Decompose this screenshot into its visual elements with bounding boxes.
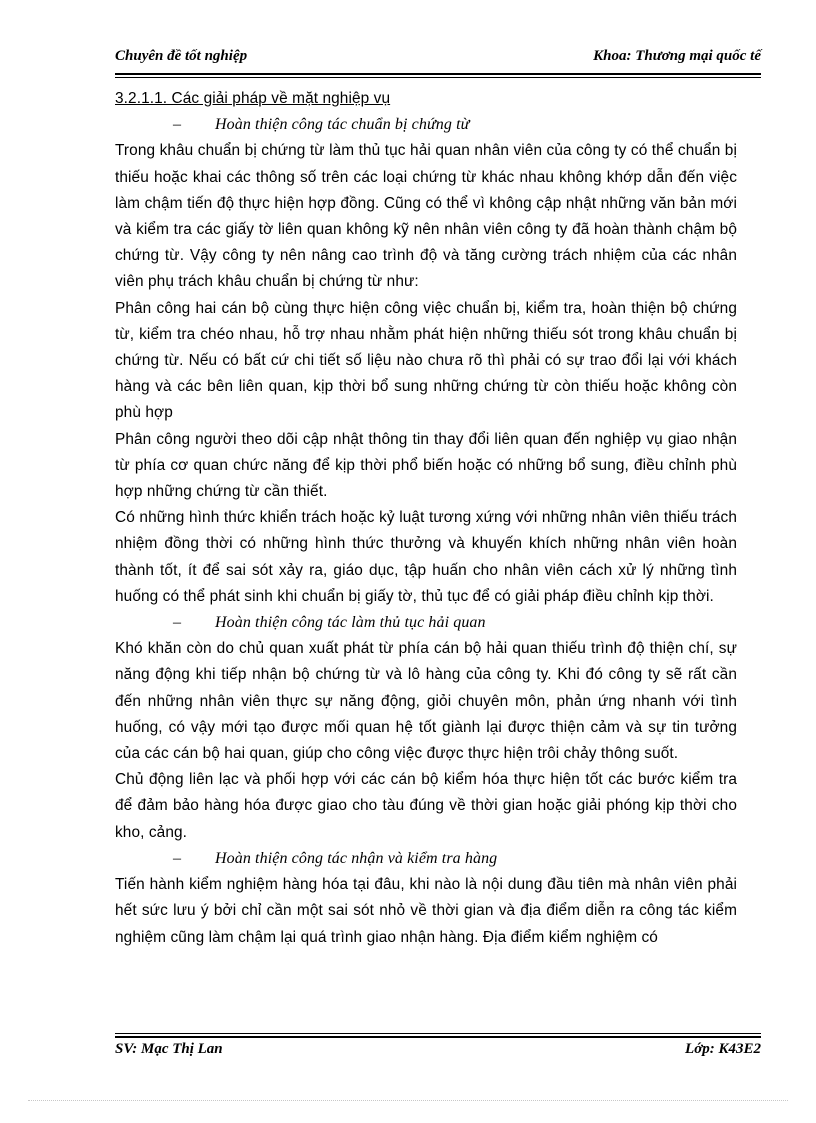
header-left-text: Chuyên đề tốt nghiệp — [115, 48, 248, 64]
bullet-heading-2 — [115, 610, 737, 636]
paragraph: Phân công hai cán bộ cùng thực hiện công việc chuẩn bị, kiểm tra, hoàn thiện bộ chứng từ, kiểm tra chéo nhau, hỗ trợ nhau nhằm phát hiện những thiếu sót trong khâu chuẩn bị chứng từ. Nếu có bất cứ chi tiết số liệu nào chưa rõ thì phải có sự trao đổi lại với khách hàng và các bên liên quan, kịp thời bổ sung những chứng từ còn thiếu hoặc không còn phù hợp — [115, 299, 737, 422]
bullet-text: Hoàn thiện công tác nhận và kiểm tra hàng — [215, 849, 498, 867]
dash-marker: – — [173, 849, 182, 867]
section-heading: 3.2.1.1. Các giải pháp về mặt nghiệp vụ — [115, 90, 391, 107]
header-rule-thick — [115, 73, 761, 75]
footer-rule-thick — [115, 1036, 761, 1038]
document-body — [115, 86, 737, 951]
paragraph: Tiến hành kiểm nghiệm hàng hóa tại đâu, khi nào là nội dung đầu tiên mà nhân viên phải hết sức lưu ý bởi chỉ cần một sai sót nhỏ về thời gian và địa điểm diễn ra công tác kiểm nghiệm cũng làm chậm lại quá trình giao nhận hàng. Địa điểm kiểm nghiệm có — [115, 876, 737, 946]
bullet-text: Hoàn thiện công tác làm thủ tục hải quan — [215, 614, 486, 632]
footer-left-text: SV: Mạc Thị Lan — [115, 1041, 223, 1057]
header-rule-thin — [115, 77, 761, 78]
bullet-text: Hoàn thiện công tác chuẩn bị chứng từ — [215, 116, 470, 134]
page-header — [115, 48, 761, 72]
bullet-heading-1 — [115, 112, 737, 138]
page-footer — [115, 1041, 761, 1065]
paragraph: Có những hình thức khiển trách hoặc kỷ luật tương xứng với những nhân viên thiếu trách nhiệm đồng thời có những hình thức thưởng và khuyến khích những nhân viên hoàn thành tốt, ít để sai sót xảy ra, giáo dục, tập huấn cho nhân viên cách xử lý những tình huống có thể phát sinh khi chuẩn bị giấy tờ, thủ tục để có giải pháp điều chỉnh kịp thời. — [115, 509, 737, 605]
footer-rule-thin — [115, 1033, 761, 1034]
footer-right-text: Lớp: K43E2 — [685, 1041, 761, 1057]
page-edge-dotted-line — [28, 1100, 788, 1101]
dash-marker: – — [173, 614, 182, 632]
bullet-heading-3 — [115, 846, 737, 872]
dash-marker: – — [173, 116, 182, 134]
paragraph: Trong khâu chuẩn bị chứng từ làm thủ tục hải quan nhân viên của công ty có thể chuẩn bị thiếu hoặc khai các thông số trên các loại chứng từ khác nhau không khớp dẫn đến việc làm chậm tiến độ thực hiện hợp đồng. Cũng có thể vì không cập nhật những văn bản mới và kiểm tra các giấy tờ liên quan không kỹ nên nhân viên công ty đã hoàn thành chậm bộ chứng từ. Vậy công ty nên nâng cao trình độ và tăng cường trách nhiệm của các nhân viên phụ trách khâu chuẩn bị chứng từ như: — [115, 142, 737, 291]
paragraph: Phân công người theo dõi cập nhật thông tin thay đổi liên quan đến nghiệp vụ giao nhận từ phía cơ quan chức năng để kịp thời phổ biến hoặc có những bổ sung, điều chỉnh phù hợp những chứng từ cần thiết. — [115, 430, 737, 501]
paragraph: Chủ động liên lạc và phối hợp với các cán bộ kiểm hóa thực hiện tốt các bước kiểm tra để đảm bảo hàng hóa được giao cho tàu đúng về thời gian hoặc giải phóng kịp thời cho kho, cảng. — [115, 771, 737, 841]
header-right-text: Khoa: Thương mại quốc tế — [593, 48, 761, 64]
paragraph: Khó khăn còn do chủ quan xuất phát từ phía cán bộ hải quan thiếu trình độ thiện chí, sự năng động khi tiếp nhận bộ chứng từ và lô hàng của công ty. Khi đó công ty sẽ rất cần đến những nhân viên thực sự năng động, giỏi chuyên môn, phản ứng nhanh với tình huống, có vậy mới tạo được mối quan hệ tốt giành lại được thiện cảm và sự tin tưởng của các cán bộ hai quan, giúp cho công việc được thực hiện trôi chảy thông suốt. — [115, 640, 737, 763]
